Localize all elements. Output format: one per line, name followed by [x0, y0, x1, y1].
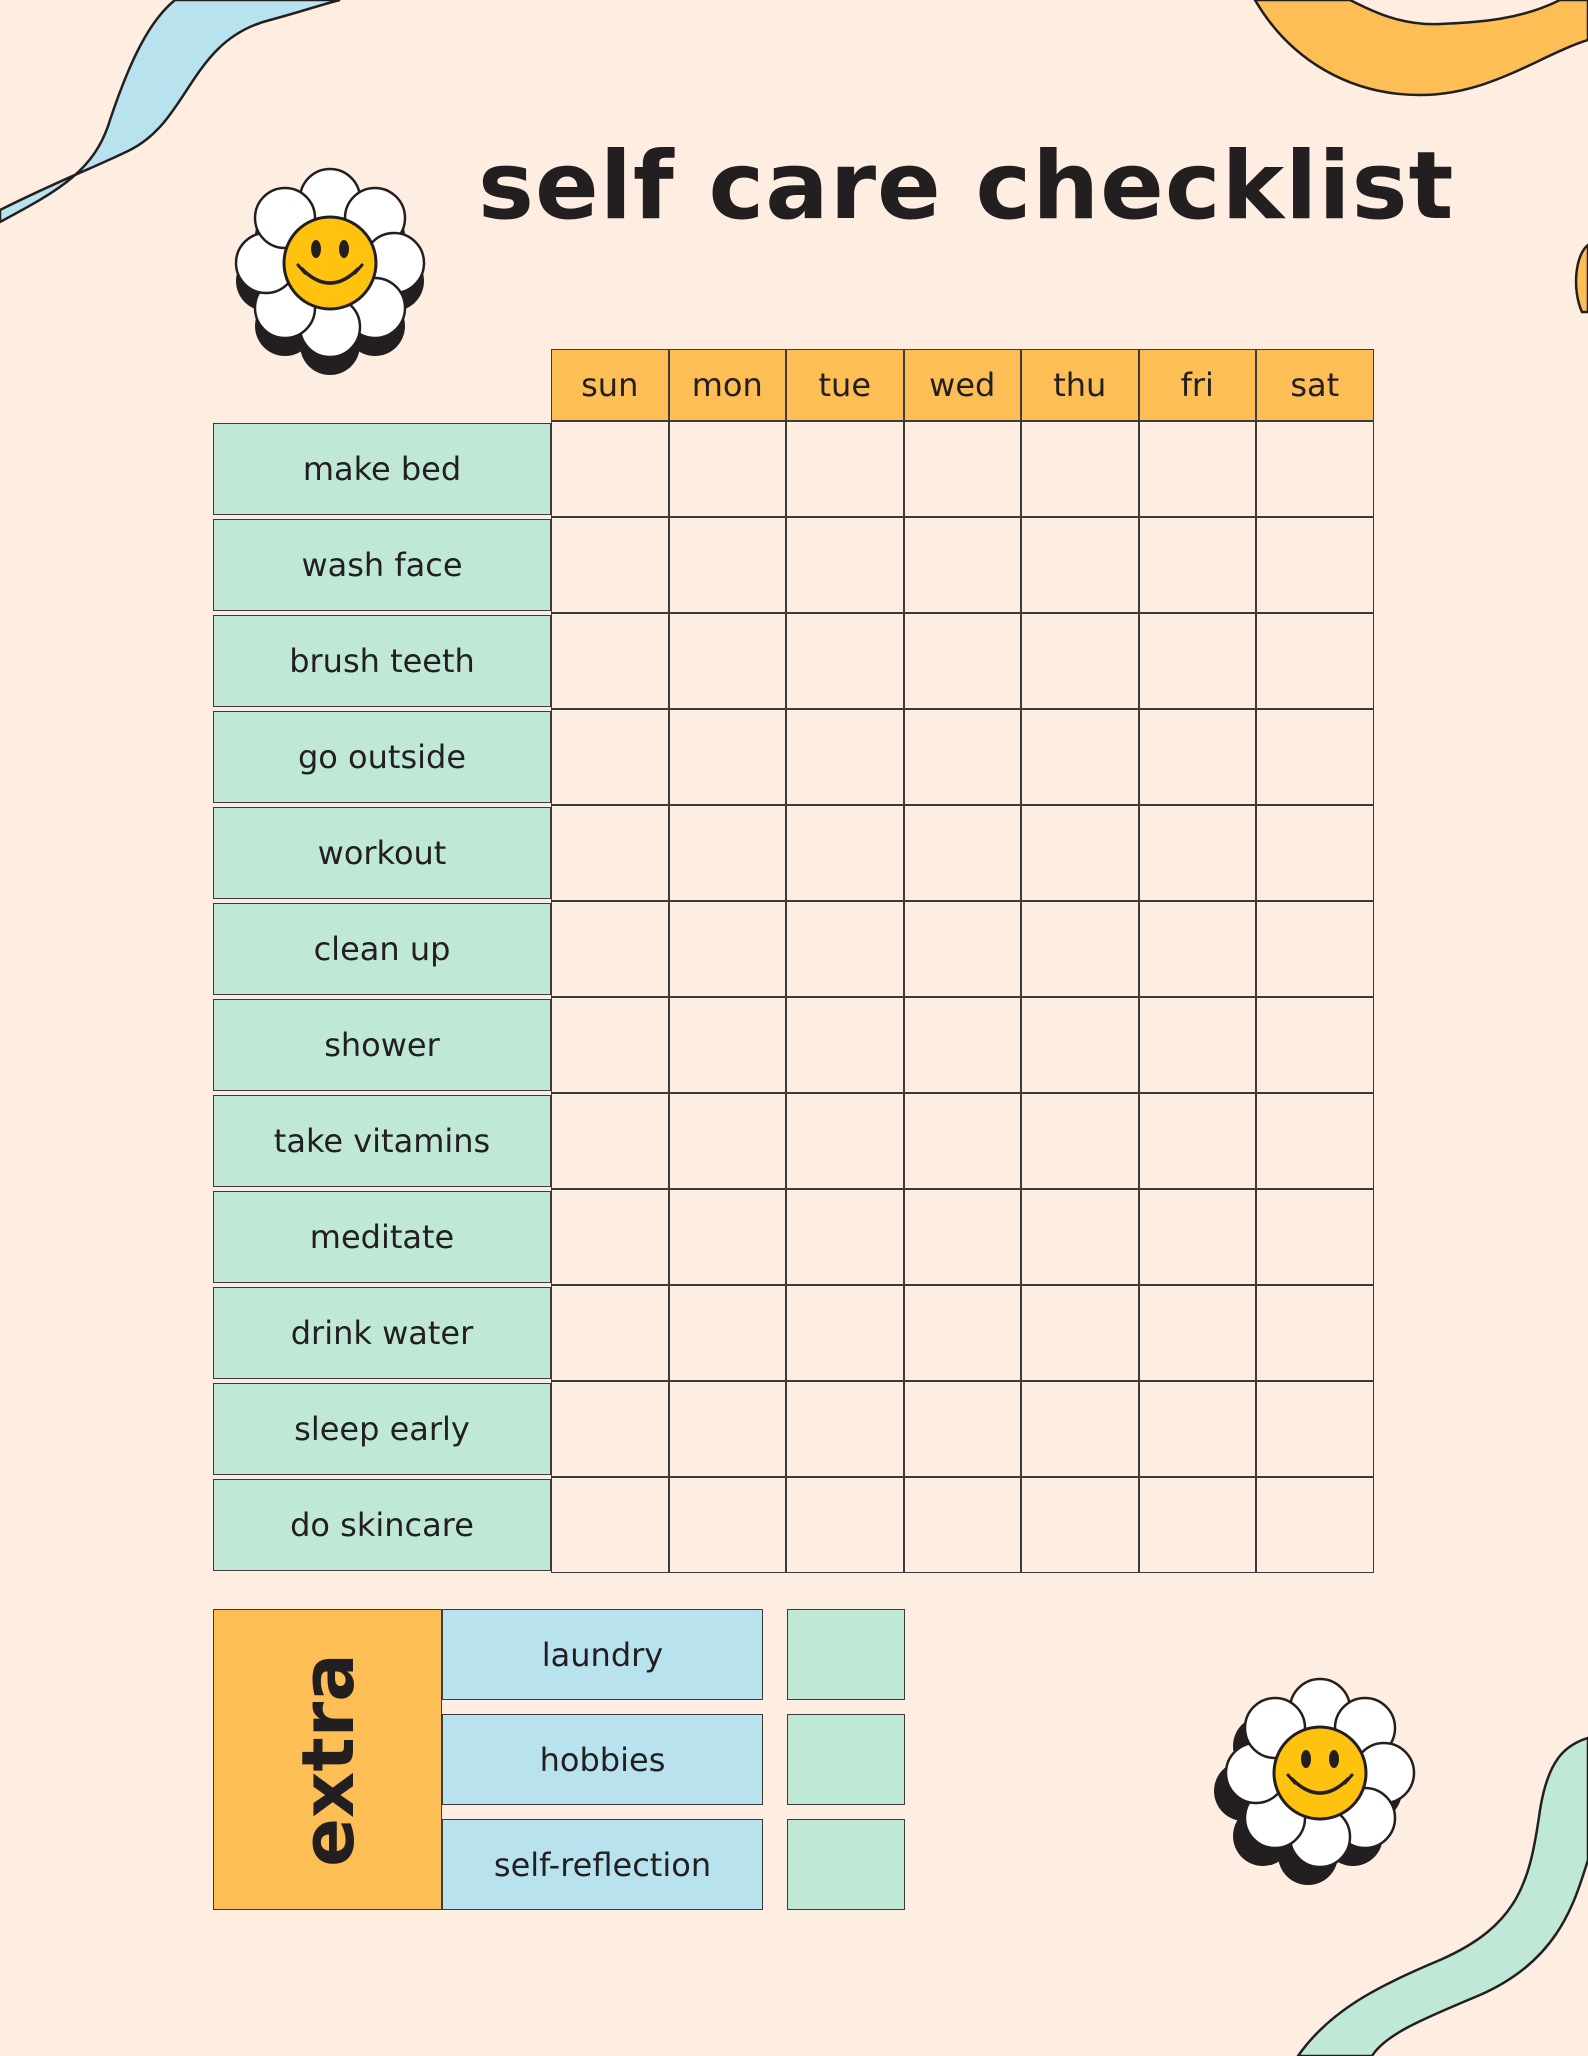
checkbox-cell[interactable]: [786, 421, 904, 517]
checkbox-cell[interactable]: [786, 1189, 904, 1285]
task-label: sleep early: [213, 1383, 551, 1475]
checkbox-cell[interactable]: [786, 1285, 904, 1381]
checkbox-cell[interactable]: [1256, 517, 1374, 613]
checkbox-cell[interactable]: [551, 1093, 669, 1189]
checkbox-cell[interactable]: [1021, 1381, 1139, 1477]
checkbox-cell[interactable]: [669, 805, 787, 901]
checkbox-cell[interactable]: [669, 997, 787, 1093]
checkbox-cell[interactable]: [1021, 1093, 1139, 1189]
checkbox-cell[interactable]: [669, 709, 787, 805]
checkbox-cell[interactable]: [904, 517, 1022, 613]
checkbox-cell[interactable]: [669, 1285, 787, 1381]
task-label: wash face: [213, 519, 551, 611]
checkbox-cell[interactable]: [551, 997, 669, 1093]
checkbox-cell[interactable]: [551, 1381, 669, 1477]
task-label: clean up: [213, 903, 551, 995]
checkbox-cell[interactable]: [904, 805, 1022, 901]
smiley-flower-icon: [210, 155, 450, 395]
checkbox-cell[interactable]: [551, 1285, 669, 1381]
checkbox-cell[interactable]: [904, 901, 1022, 997]
checkbox-cell[interactable]: [1139, 1189, 1257, 1285]
checkbox-cell[interactable]: [786, 1093, 904, 1189]
checkbox-cell[interactable]: [1256, 997, 1374, 1093]
checkbox-cell[interactable]: [551, 709, 669, 805]
checkbox-cell[interactable]: [786, 517, 904, 613]
checkbox-cell[interactable]: [786, 709, 904, 805]
task-label: do skincare: [213, 1479, 551, 1571]
smiley-flower-icon: [1200, 1665, 1440, 1905]
checkbox-cell[interactable]: [1256, 1477, 1374, 1573]
checkbox-cell[interactable]: [1256, 1381, 1374, 1477]
checkbox-cell[interactable]: [904, 1189, 1022, 1285]
checkbox-cell[interactable]: [1256, 1189, 1374, 1285]
checkbox-cell[interactable]: [1256, 901, 1374, 997]
extra-checkbox-laundry[interactable]: [787, 1609, 905, 1700]
checkbox-cell[interactable]: [904, 709, 1022, 805]
task-label: drink water: [213, 1287, 551, 1379]
checkbox-cell[interactable]: [904, 1381, 1022, 1477]
checkbox-cell[interactable]: [1256, 613, 1374, 709]
checkbox-cell[interactable]: [551, 517, 669, 613]
task-label: take vitamins: [213, 1095, 551, 1187]
checkbox-cell[interactable]: [1256, 421, 1374, 517]
checkbox-cell[interactable]: [1256, 805, 1374, 901]
checkbox-cell[interactable]: [551, 1477, 669, 1573]
checkbox-cell[interactable]: [1139, 1381, 1257, 1477]
checkbox-cell[interactable]: [1139, 1093, 1257, 1189]
day-header-6: sat: [1256, 349, 1374, 421]
checkbox-cell[interactable]: [904, 421, 1022, 517]
page-title: self care checklist: [478, 132, 1455, 241]
checkbox-cell[interactable]: [551, 805, 669, 901]
checkbox-cell[interactable]: [1021, 1189, 1139, 1285]
checkbox-cell[interactable]: [669, 1189, 787, 1285]
day-header-1: mon: [669, 349, 787, 421]
checkbox-cell[interactable]: [786, 1477, 904, 1573]
checkbox-cell[interactable]: [1021, 1477, 1139, 1573]
checkbox-cell[interactable]: [786, 1381, 904, 1477]
extra-item-laundry: laundry: [442, 1609, 763, 1700]
checkbox-cell[interactable]: [786, 613, 904, 709]
checkbox-cell[interactable]: [904, 1285, 1022, 1381]
checkbox-cell[interactable]: [669, 1477, 787, 1573]
extra-label: extra: [285, 1652, 370, 1867]
checkbox-cell[interactable]: [1021, 421, 1139, 517]
checkbox-cell[interactable]: [1021, 901, 1139, 997]
checkbox-cell[interactable]: [1139, 613, 1257, 709]
checkbox-cell[interactable]: [1021, 997, 1139, 1093]
checkbox-cell[interactable]: [1139, 1285, 1257, 1381]
checkbox-cell[interactable]: [669, 901, 787, 997]
checkbox-cell[interactable]: [1139, 997, 1257, 1093]
checkbox-cell[interactable]: [551, 901, 669, 997]
day-header-2: tue: [786, 349, 904, 421]
checkbox-cell[interactable]: [1139, 805, 1257, 901]
day-header-3: wed: [904, 349, 1022, 421]
checkbox-cell[interactable]: [1139, 421, 1257, 517]
checkbox-cell[interactable]: [1139, 1477, 1257, 1573]
checkbox-cell[interactable]: [551, 613, 669, 709]
checkbox-cell[interactable]: [904, 997, 1022, 1093]
task-label: workout: [213, 807, 551, 899]
checkbox-cell[interactable]: [1139, 517, 1257, 613]
checkbox-cell[interactable]: [786, 805, 904, 901]
day-header-0: sun: [551, 349, 669, 421]
checkbox-cell[interactable]: [904, 1477, 1022, 1573]
checkbox-cell[interactable]: [551, 1189, 669, 1285]
extra-checkbox-hobbies[interactable]: [787, 1714, 905, 1805]
checkbox-cell[interactable]: [669, 1093, 787, 1189]
day-header-5: fri: [1139, 349, 1257, 421]
checkbox-cell[interactable]: [1256, 709, 1374, 805]
extra-item-hobbies: hobbies: [442, 1714, 763, 1805]
task-label: shower: [213, 999, 551, 1091]
task-label: meditate: [213, 1191, 551, 1283]
extra-checkbox-self-reflection[interactable]: [787, 1819, 905, 1910]
checkbox-cell[interactable]: [1021, 805, 1139, 901]
extra-item-self-reflection: self-reflection: [442, 1819, 763, 1910]
task-label: brush teeth: [213, 615, 551, 707]
checkbox-cell[interactable]: [1256, 1093, 1374, 1189]
orange-arc-right: [1576, 245, 1588, 312]
day-header-4: thu: [1021, 349, 1139, 421]
orange-wave-top-right: [1255, 0, 1588, 95]
checkbox-cell[interactable]: [786, 997, 904, 1093]
extra-box: [213, 1609, 442, 1910]
checkbox-cell[interactable]: [669, 421, 787, 517]
checkbox-cell[interactable]: [1139, 709, 1257, 805]
checkbox-cell[interactable]: [669, 613, 787, 709]
checkbox-cell[interactable]: [1021, 1285, 1139, 1381]
task-label: go outside: [213, 711, 551, 803]
checkbox-cell[interactable]: [904, 1093, 1022, 1189]
checkbox-cell[interactable]: [786, 901, 904, 997]
checkbox-cell[interactable]: [1021, 613, 1139, 709]
checkbox-cell[interactable]: [669, 517, 787, 613]
checkbox-cell[interactable]: [1021, 517, 1139, 613]
checkbox-cell[interactable]: [669, 1381, 787, 1477]
checkbox-cell[interactable]: [904, 613, 1022, 709]
checkbox-cell[interactable]: [551, 421, 669, 517]
checkbox-cell[interactable]: [1139, 901, 1257, 997]
checkbox-cell[interactable]: [1021, 709, 1139, 805]
checkbox-cell[interactable]: [1256, 1285, 1374, 1381]
task-label: make bed: [213, 423, 551, 515]
